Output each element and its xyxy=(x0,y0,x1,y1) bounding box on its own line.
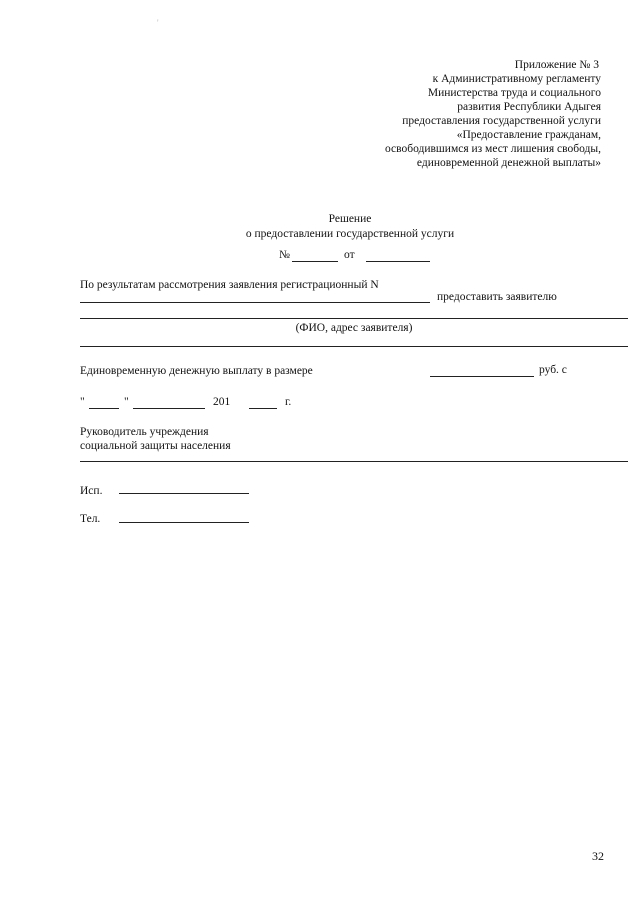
appendix-line: «Предоставление гражданам, xyxy=(456,129,601,141)
document-title: Решение xyxy=(328,213,372,225)
appendix-line: предоставления государственной услуги xyxy=(402,115,601,127)
payment-text: Единовременную денежную выплату в размере xyxy=(80,365,313,377)
fio-caption: (ФИО, адрес заявителя) xyxy=(295,322,413,334)
scan-mark: ' xyxy=(157,18,159,28)
year-blank[interactable] xyxy=(249,408,277,409)
applicant-blank[interactable] xyxy=(80,318,628,319)
amount-blank[interactable] xyxy=(430,376,534,377)
month-blank[interactable] xyxy=(133,408,205,409)
registration-number-blank[interactable] xyxy=(80,302,430,303)
executor-label: Исп. xyxy=(80,485,103,497)
appendix-line: Приложение № 3 xyxy=(514,59,599,71)
year-prefix: 201 xyxy=(213,396,231,408)
appendix-line: освободившимся из мест лишения свободы, xyxy=(384,143,601,155)
year-suffix: г. xyxy=(285,396,292,408)
appendix-line: к Административному регламенту xyxy=(432,73,601,85)
head-title-line1: Руководитель учреждения xyxy=(80,426,209,438)
page-number: 32 xyxy=(592,849,604,863)
signature-blank[interactable] xyxy=(80,461,628,462)
quote-close: " xyxy=(124,396,129,408)
phone-blank[interactable] xyxy=(119,522,249,523)
provide-text: предоставить заявителю xyxy=(437,291,557,303)
appendix-line: Министерства труда и социального xyxy=(427,87,601,99)
phone-label: Тел. xyxy=(80,513,101,525)
applicant-address-blank[interactable] xyxy=(80,346,628,347)
executor-blank[interactable] xyxy=(119,493,249,494)
appendix-line: единовременной денежной выплаты» xyxy=(416,157,601,169)
from-label: от xyxy=(344,249,355,261)
day-blank[interactable] xyxy=(89,408,119,409)
head-title-line2: социальной защиты населения xyxy=(80,440,231,452)
quote-open: " xyxy=(80,396,85,408)
number-blank[interactable] xyxy=(292,261,338,262)
appendix-line: развития Республики Адыгея xyxy=(457,101,601,113)
document-subtitle: о предоставлении государственной услуги xyxy=(245,228,455,240)
date-blank[interactable] xyxy=(366,261,430,262)
results-text: По результатам рассмотрения заявления регистрационный N xyxy=(80,279,379,291)
rub-text: руб. с xyxy=(539,364,567,376)
number-label: № xyxy=(279,249,290,261)
